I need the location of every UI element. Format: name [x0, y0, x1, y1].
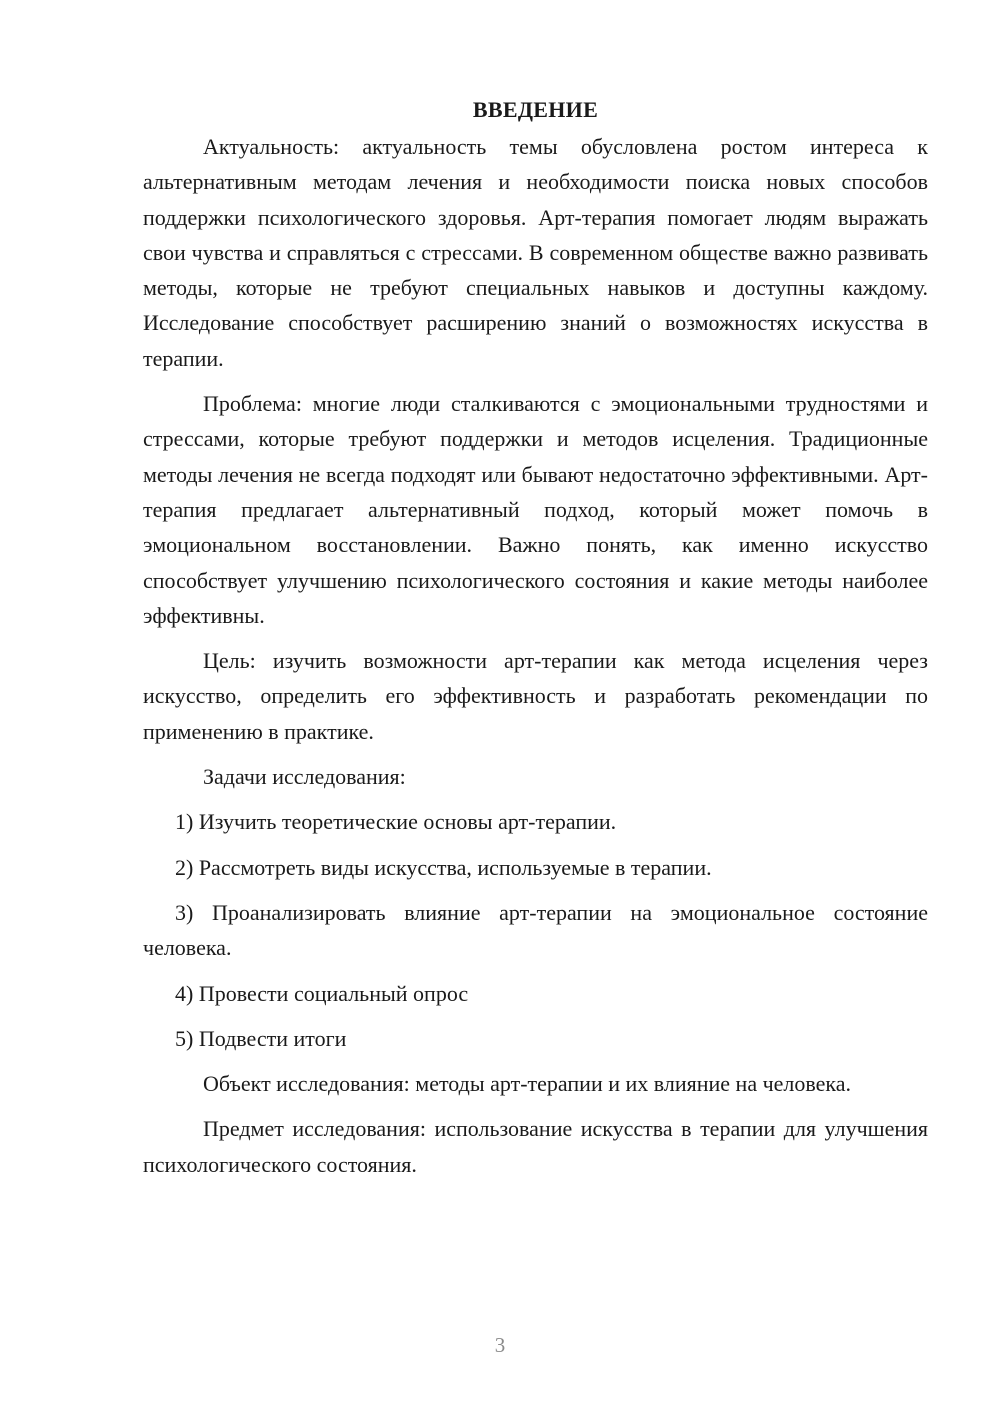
- tasks-heading: Задачи исследования:: [203, 764, 406, 790]
- relevance-paragraph: Актуальность: актуальность темы обусловлена ростом интереса к альтернативным методам лечения и необходимости поиска новых способов поддержки психологического здоровья. Арт-терапия помогает людям выражать свои чувства и справляться с стрессами. В современном обществе важно развивать методы, которые не требуют специальных навыков и доступны каждому. Исследование способствует расширению знаний о возможностях искусства в терапии.: [143, 134, 928, 371]
- problem-paragraph: Проблема: многие люди сталкиваются с эмоциональными трудностями и стрессами, которые требуют поддержки и методов исцеления. Традиционные методы лечения не всегда подходят или бывают недостаточно эффективными. Арт-терапия предлагает альтернативный подход, который может помочь в эмоциональном восстановлении. Важно понять, как именно искусство способствует улучшению психологического состояния и какие методы наиболее эффективны.: [143, 391, 928, 628]
- task-item: 2) Рассмотреть виды искусства, используемые в терапии.: [175, 854, 712, 880]
- task-item: 5) Подвести итоги: [175, 1025, 347, 1051]
- object-paragraph: Объект исследования: методы арт-терапии и их влияние на человека.: [203, 1071, 852, 1097]
- document-page: [143, 92, 928, 1182]
- task-item: 3) Проанализировать влияние арт-терапии на эмоциональное состояние человека.: [143, 899, 928, 961]
- page-title: ВВЕДЕНИЕ: [472, 97, 599, 122]
- goal-paragraph: Цель: изучить возможности арт-терапии как метода исцеления через искусство, определить его эффективность и разработать рекомендации по применению в практике.: [143, 648, 928, 744]
- task-item: 1) Изучить теоретические основы арт-терапии.: [175, 809, 617, 835]
- tasks-list: [143, 804, 928, 1056]
- task-item: 4) Провести социальный опрос: [175, 980, 469, 1006]
- subject-paragraph: Предмет исследования: использование искусства в терапии для улучшения психологического состояния.: [143, 1116, 928, 1177]
- page-number: 3: [494, 1333, 506, 1357]
